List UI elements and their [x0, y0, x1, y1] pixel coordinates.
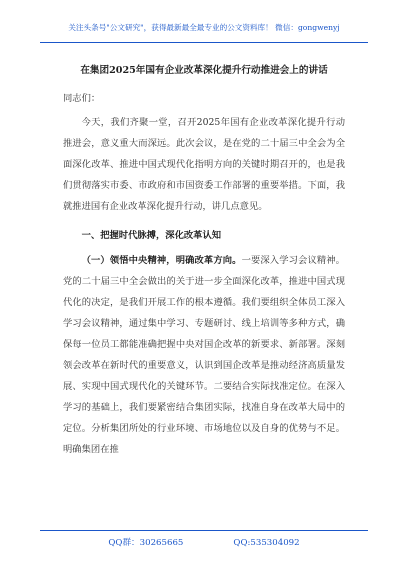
footer-divider	[40, 530, 368, 531]
section-heading-1: 一、把握时代脉搏，深化改革认知	[81, 230, 222, 241]
footer-qq-group: QQ群：30265665	[108, 538, 184, 548]
document-body	[63, 64, 345, 460]
subsection-body-1: 一要深入学习会议精神。党的二十届三中全会做出的关于进一步全面深化改革，推进中国式现代化的决定，是我们开展工作的根本遵循。我们要组织全体员工深入学习会议精神，通过集中学习、专题研讨、线上培训等多种方式，确保每一位员工都能准确把握中央对国企改革的新要求、新部署。深刻领会改革在新时代的重要意义，认识到国企改革是推动经济高质量发展、实现中国式现代化的关键环节。二要结合实际找准定位。在深入学习的基础上，我们要紧密结合集团实际，找准自身在改革大局中的定位。分析集团所处的行业环境、市场地位以及自身的优势与不足。明确集团在推	[63, 255, 345, 455]
document-title: 在集团2025年国有企业改革深化提升行动推进会上的讲话	[80, 65, 328, 76]
footer	[0, 536, 408, 548]
subsection-lead-1: （一）领悟中央精神，明确改革方向。	[81, 255, 242, 266]
subsection-paragraph-1	[63, 250, 345, 460]
header-banner: 关注头条号"公文研究"，获得最新最全最专业的公文资料库！ 微信：gongwenyj	[68, 23, 340, 32]
footer-qq: QQ:535304092	[233, 538, 300, 548]
salutation: 同志们：	[63, 93, 101, 104]
header-divider	[40, 42, 368, 43]
intro-paragraph: 今天，我们齐聚一堂，召开2025年国有企业改革深化提升行动推进会，意义重大而深远。此次会议，是在党的二十届三中全会为全面深化改革、推进中国式现代化指明方向的关键时期召开的，也是我们贯彻落实市委、市政府和市国资委工作部署的重要举措。下面，我就推进国有企业改革深化提升行动，讲几点意见。	[63, 117, 345, 212]
